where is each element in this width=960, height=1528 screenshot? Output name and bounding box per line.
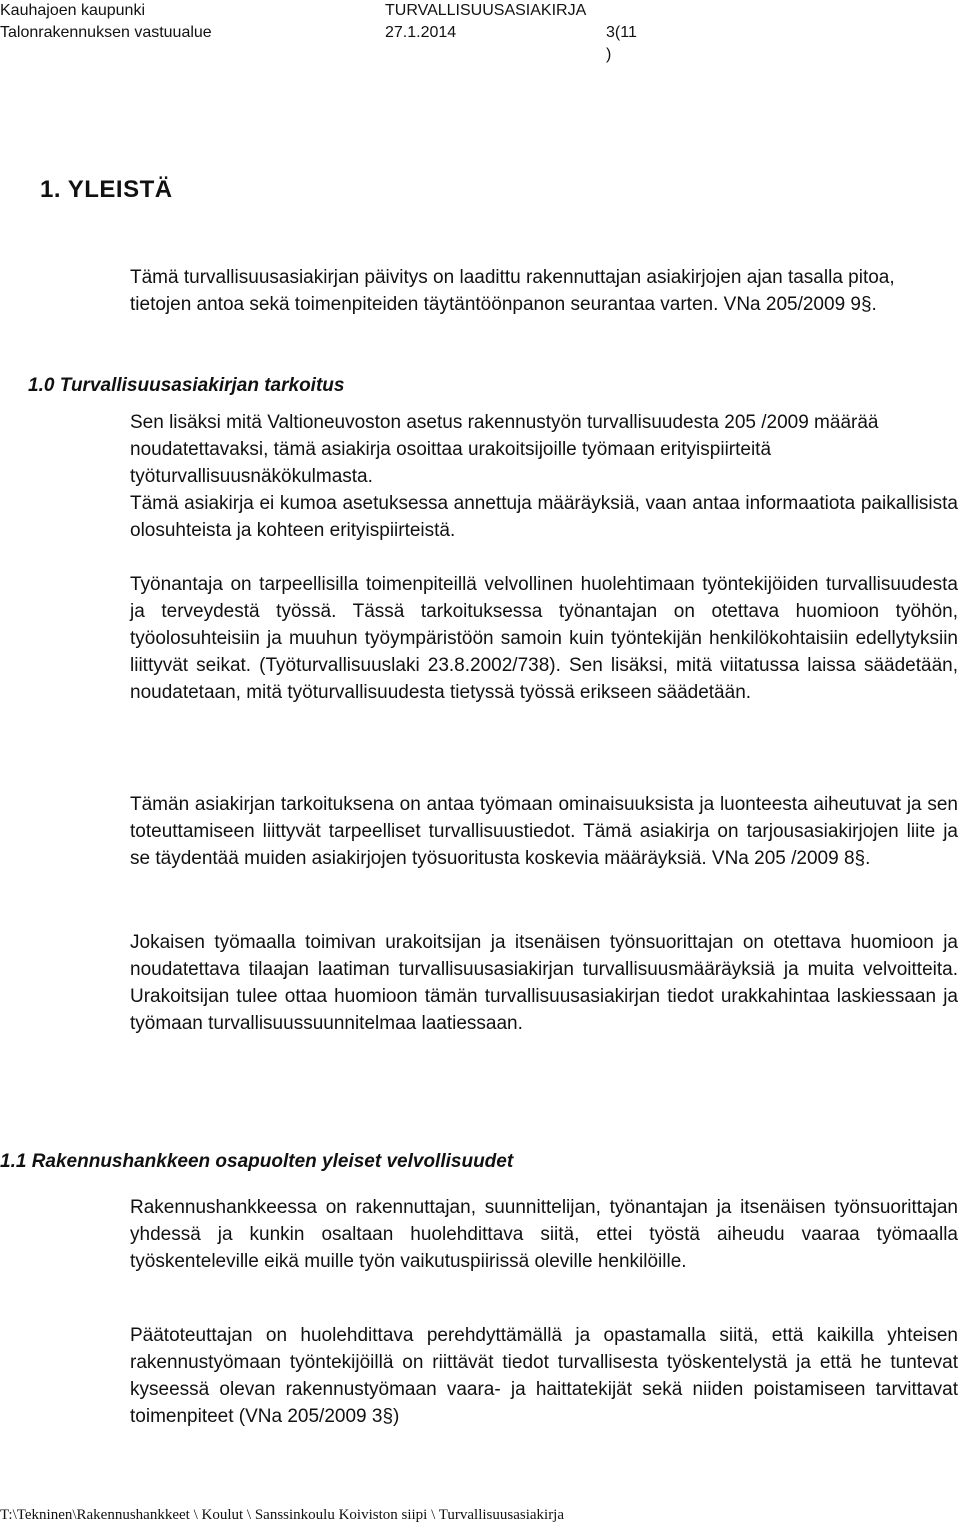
purpose-paragraph-2: Tämä asiakirja ei kumoa asetuksessa annettuja määräyksiä, vaan antaa informaatiota paikallisista olosuhteista ja kohteen erityispiirteistä. — [130, 493, 958, 541]
purpose-paragraph-4: Tämän asiakirjan tarkoituksena on antaa työmaan ominaisuuksista ja luonteesta aiheutuvat ja sen toteuttamiseen liittyvät tarpeelliset turvallisuustiedot. Tämä asiakirja on tarjousasiakirjojen liite ja se täydentää muiden asiakirjojen työsuoritusta koskevia määräyksiä. VNa 205 /2009 8§. — [130, 794, 958, 869]
subsection-heading-purpose: 1.0 Turvallisuusasiakirjan tarkoitus — [28, 375, 345, 396]
document-header-organization — [0, 0, 212, 44]
obligations-paragraph-1: Rakennushankkeessa on rakennuttajan, suunnittelijan, työnantajan ja itsenäisen työnsuorittajan yhdessä ja kunkin osaltaan huolehdittava siitä, ettei työstä aiheudu vaaraa työmaalla työskenteleville eikä muille työn vaikutuspiirissä oleville henkilöille. — [130, 1197, 958, 1272]
section-intro-paragraph: Tämä turvallisuusasiakirjan päivitys on laadittu rakennuttajan asiakirjojen ajan tasalla pitoa, tietojen antoa sekä toimenpiteiden täytäntöönpanon seurantaa varten. VNa 205/2009 9§. — [130, 267, 895, 315]
obligations-paragraph-2: Päätoteuttajan on huolehdittava perehdyttämällä ja opastamalla siitä, että kaikilla yhteisen rakennustyömaan työntekijöillä on riittävät tiedot turvallisesta työskentelystä ja että he tuntevat kyseessä olevan rakennustyömaan vaara- ja haittatekijät sekä niiden poistamiseen tarvittavat toimenpiteet (VNa 205/2009 3§) — [130, 1325, 958, 1427]
page-number-close: ) — [606, 46, 612, 63]
organization-name: Kauhajoen kaupunki — [0, 2, 146, 19]
organization-unit: Talonrakennuksen vastuualue — [0, 24, 212, 41]
section-heading-yleista: 1. YLEISTÄ — [40, 176, 173, 203]
purpose-paragraph-5: Jokaisen työmaalla toimivan urakoitsijan ja itsenäisen työnsuorittajan on otettava huomioon ja noudatettava tilaajan laatiman turvallisuusasiakirjan turvallisuusmääräyksiä ja muita velvoitteita. Urakoitsijan tulee ottaa huomioon tämän turvallisuusasiakirjan tiedot urakkahintaa laskiessaan ja työmaan turvallisuussuunnitelmaa laatiessaan. — [130, 932, 958, 1034]
purpose-paragraph-3: Työnantaja on tarpeellisilla toimenpiteillä velvollinen huolehtimaan työntekijöiden turvallisuudesta ja terveydestä työssä. Tässä tarkoituksessa työnantajan on otettava huomioon työhön, työolosuhteisiin ja muuhun työympäristöön samoin kuin työntekijän henkilökohtaisiin edellytyksiin liittyvät seikat. (Työturvallisuuslaki 23.8.2002/738). Sen lisäksi, mitä viitatussa laissa säädetään, noudatetaan, mitä työturvallisuudesta tietyssä työssä erikseen säädetään. — [130, 574, 958, 703]
subsection-heading-obligations: 1.1 Rakennushankkeen osapuolten yleiset velvollisuudet — [0, 1151, 514, 1172]
purpose-paragraph-1: Sen lisäksi mitä Valtioneuvoston asetus rakennustyön turvallisuudesta 205 /2009 määrää noudatettavaksi, tämä asiakirja osoittaa urakoitsijoille työmaan erityispiirteitä työturvallisuusnäkökulmasta. — [130, 412, 879, 487]
page-number: 3(11 — [606, 24, 637, 41]
document-date: 27.1.2014 — [385, 24, 457, 41]
document-type-title: TURVALLISUUSASIAKIRJA — [385, 2, 587, 19]
document-footer-file-path: T:\Tekninen\Rakennushankkeet \ Koulut \ Sanssinkoulu Koiviston siipi \ Turvallisuusasiakirja — [0, 1507, 565, 1523]
